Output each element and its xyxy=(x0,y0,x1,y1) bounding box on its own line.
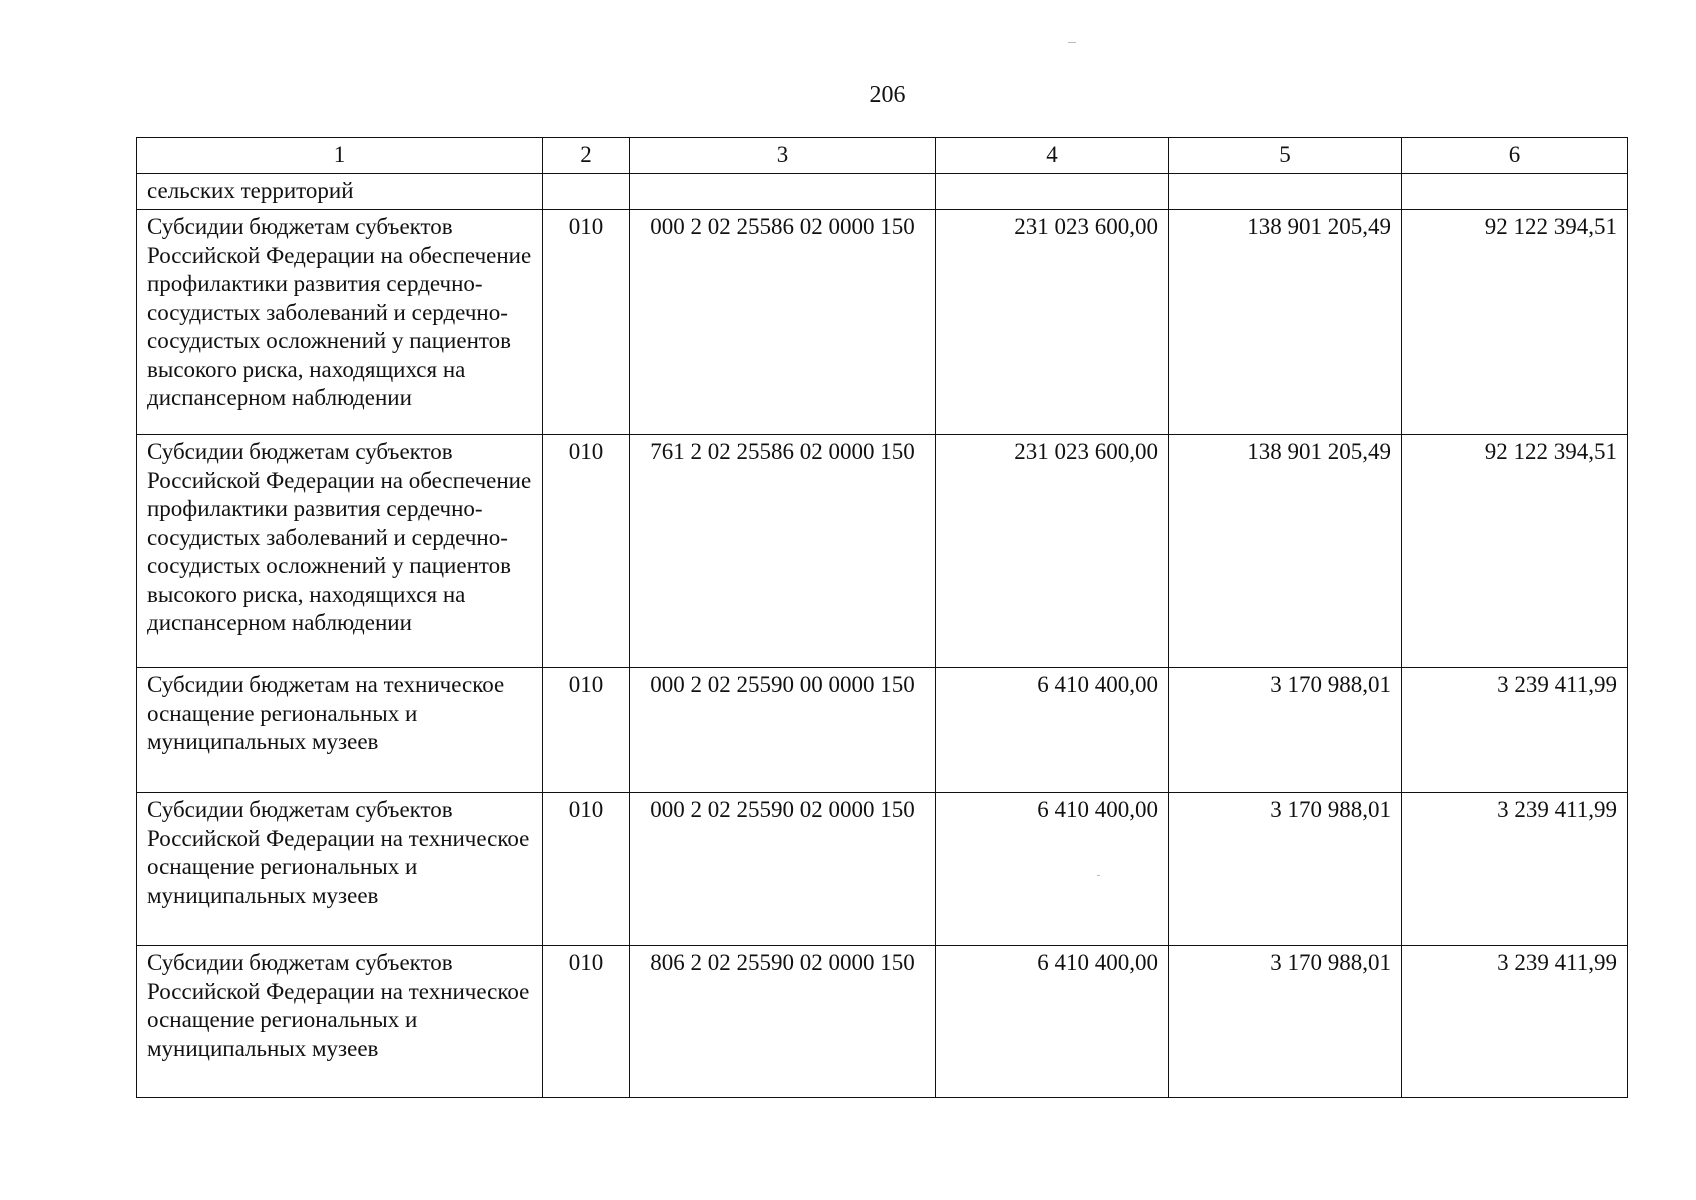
row-code: 010 xyxy=(543,668,630,793)
row-name: Субсидии бюджетам на техническое оснащение региональных и муниципальных музеев xyxy=(137,668,543,793)
row-executed: 138 901 205,49 xyxy=(1169,435,1402,668)
table-row xyxy=(137,210,1628,435)
row-approved: 6 410 400,00 xyxy=(936,668,1169,793)
table-header-row xyxy=(137,138,1628,174)
row-approved: 6 410 400,00 xyxy=(936,946,1169,1098)
budget-execution-table xyxy=(136,137,1628,1098)
row-code: 010 xyxy=(543,210,630,435)
row-approved: 231 023 600,00 xyxy=(936,210,1169,435)
page-number: 206 xyxy=(869,82,906,108)
scan-artifact xyxy=(1097,875,1100,876)
scan-artifact xyxy=(1068,42,1076,43)
row-unexecuted: 3 239 411,99 xyxy=(1402,793,1628,946)
row-approved: 6 410 400,00 xyxy=(936,793,1169,946)
column-number-4: 4 xyxy=(936,138,1169,174)
column-number-3: 3 xyxy=(630,138,936,174)
row-name: Субсидии бюджетам субъектов Российской Федерации на техническое оснащение региональных и муниципальных музеев xyxy=(137,793,543,946)
row-classifier: 000 2 02 25586 02 0000 150 xyxy=(630,210,936,435)
row-name: Субсидии бюджетам субъектов Российской Федерации на обеспечение профилактики развития сердечно-сосудистых заболеваний и сердечно-сосудистых осложнений у пациентов высокого риска, находящихся на диспансерном наблюдении xyxy=(137,435,543,668)
row-name: Субсидии бюджетам субъектов Российской Федерации на обеспечение профилактики развития сердечно-сосудистых заболеваний и сердечно-сосудистых осложнений у пациентов высокого риска, находящихся на диспансерном наблюдении xyxy=(137,210,543,435)
column-number-1: 1 xyxy=(137,138,543,174)
column-number-6: 6 xyxy=(1402,138,1628,174)
empty-cell xyxy=(1169,174,1402,210)
row-unexecuted: 92 122 394,51 xyxy=(1402,435,1628,668)
row-name: Субсидии бюджетам субъектов Российской Федерации на техническое оснащение региональных и муниципальных музеев xyxy=(137,946,543,1098)
empty-cell xyxy=(543,174,630,210)
row-unexecuted: 3 239 411,99 xyxy=(1402,946,1628,1098)
row-code: 010 xyxy=(543,946,630,1098)
empty-cell xyxy=(630,174,936,210)
row-code: 010 xyxy=(543,793,630,946)
row-executed: 3 170 988,01 xyxy=(1169,793,1402,946)
row-approved: 231 023 600,00 xyxy=(936,435,1169,668)
row-unexecuted: 92 122 394,51 xyxy=(1402,210,1628,435)
table-row xyxy=(137,435,1628,668)
row-unexecuted: 3 239 411,99 xyxy=(1402,668,1628,793)
row-classifier: 761 2 02 25586 02 0000 150 xyxy=(630,435,936,668)
table-row xyxy=(137,668,1628,793)
table-row xyxy=(137,793,1628,946)
continuation-text: сельских территорий xyxy=(137,174,543,210)
row-classifier: 000 2 02 25590 00 0000 150 xyxy=(630,668,936,793)
row-executed: 3 170 988,01 xyxy=(1169,668,1402,793)
empty-cell xyxy=(1402,174,1628,210)
column-number-5: 5 xyxy=(1169,138,1402,174)
continuation-row xyxy=(137,174,1628,210)
row-classifier: 806 2 02 25590 02 0000 150 xyxy=(630,946,936,1098)
column-number-2: 2 xyxy=(543,138,630,174)
row-code: 010 xyxy=(543,435,630,668)
row-executed: 3 170 988,01 xyxy=(1169,946,1402,1098)
row-classifier: 000 2 02 25590 02 0000 150 xyxy=(630,793,936,946)
table-row xyxy=(137,946,1628,1098)
empty-cell xyxy=(936,174,1169,210)
row-executed: 138 901 205,49 xyxy=(1169,210,1402,435)
